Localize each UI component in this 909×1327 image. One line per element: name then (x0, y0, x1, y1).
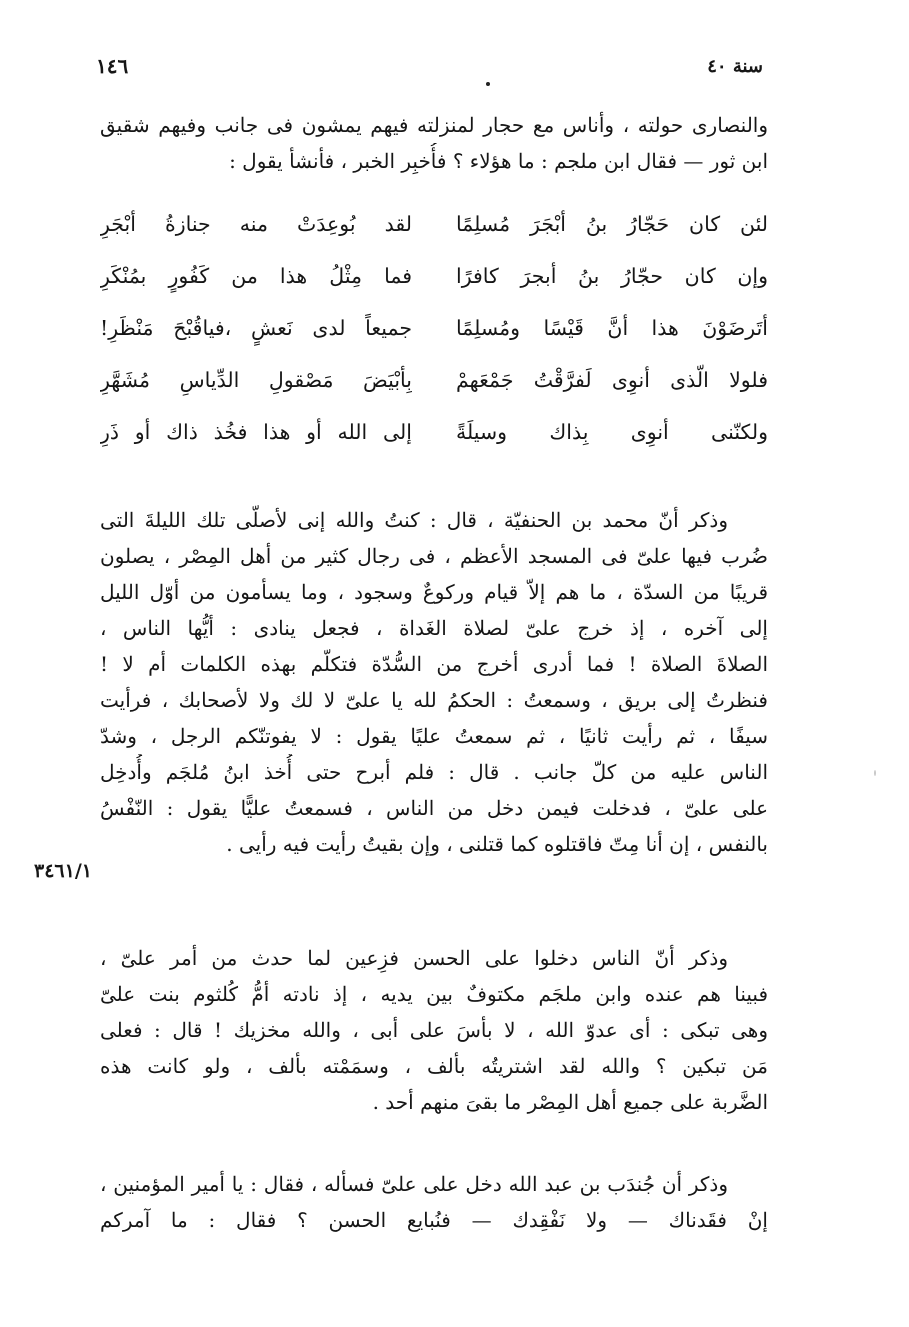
text-line: والنصارى حولته ، وأناس مع حجار لمنزلته فيهم يمشون فى جانب وفيهم شقيق (100, 113, 768, 137)
poem-block (100, 198, 768, 458)
text-line: ابن ثور — فقال ابن ملجم : ما هؤلاء ؟ فأُخبِر الخبر ، فأنشأ يقول : (229, 149, 768, 173)
verse-hemistich-first: لئن كان حَجّارُ بنُ أبْجَرَ مُسلِمًا (456, 212, 768, 236)
text-line: الضَّربة على جميع أهل المِصْر ما بقىَ منهم أحد . (372, 1090, 768, 1114)
margin-reference-number: ٣٤٦١/١ (34, 860, 92, 882)
page-number: ١٤٦ (96, 54, 129, 78)
text-line: بالنفس ، إن أنا مِتّ فاقتلوه كما قتلنى ، وإن بقيتُ رأيت فيه رأيى . (226, 832, 768, 856)
verse-hemistich-second: بِأبْيَضَ مَصْقولِ الدِّياسِ مُشَهَّرِ (100, 368, 412, 392)
text-line: وذكر أن جُندَب بن عبد الله دخل على علىّ فسأله ، فقال : يا أمير المؤمنين ، (100, 1172, 728, 1196)
paragraph-2 (100, 940, 768, 1120)
verse-line (100, 354, 768, 406)
text-line: وهى تبكى : أى عدوّ الله ، لا بأسَ على أبى ، والله مخزيك ! قال : فعلى (100, 1018, 768, 1042)
text-line: ضُرب فيها علىّ فى المسجد الأعظم ، فى رجال كثير من أهل المِصْر ، يصلون (100, 544, 768, 568)
intro-block (100, 107, 768, 179)
paragraph-3 (100, 1166, 768, 1238)
text-line: وذكر أنّ الناس دخلوا على الحسن فزِعين لما حدث من أمر علىّ ، (100, 946, 728, 970)
verse-line (100, 302, 768, 354)
text-line: سيفًا ، ثم رأيت ثانيًا ، ثم سمعتُ عليًا يقول : لا يفوتنّكم الرجل ، وشدّ (100, 724, 768, 748)
scan-speck (874, 770, 876, 776)
verse-line (100, 406, 768, 458)
text-line: مَن تبكين ؟ والله لقد اشتريتُه بألف ، وسمَمْته بألف ، ولو كانت هذه (100, 1054, 768, 1078)
running-header-year: سنة ٤٠ (707, 56, 763, 77)
text-line: وذكر أنّ محمد بن الحنفيّة ، قال : كنتُ والله إنى لأصلّى تلك الليلةَ التى (100, 508, 728, 532)
text-line: فبينا هم عنده وابن ملجَم مكتوفٌ بين يديه ، إذ نادته أمُّ كُلثوم بنت علىّ (100, 982, 768, 1006)
verse-hemistich-first: وإن كان حجّارُ بنُ أبجرَ كافرًا (456, 264, 768, 288)
ink-dot (486, 82, 490, 86)
text-line: إنْ فقَدناك — ولا نَفْقِدك — فنُبايع الحسن ؟ فقال : ما آمركم (100, 1208, 768, 1232)
verse-hemistich-second: إلى الله أو هذا فخُذ ذاك أو ذَرِ (100, 420, 412, 444)
text-line: إلى آخره ، إذ خرج علىّ لصلاة الغَداة ، فجعل ينادى : أيُّها الناس ، (100, 616, 768, 640)
text-line: الناس عليه من كلّ جانب . قال : فلم أبرح حتى أُخذ ابنُ مُلجَم وأُدخِل (100, 760, 768, 784)
verse-hemistich-first: ولكنّنى أنوِى بِذاك وسيلَةً (456, 420, 768, 444)
text-line: قريبًا من السدّة ، ما هم إلاّ قيام وركوعٌ وسجود ، وما يسأمون من أوّل الليل (100, 580, 768, 604)
verse-hemistich-second: جميعاً لدى نَعشٍ ،فياقُبْحَ مَنْظَرِ! (100, 316, 412, 340)
paragraph-1 (100, 502, 768, 862)
verse-hemistich-first: فلولا الّذى أنوِى لَفرَّقْتُ جَمْعَهمْ (456, 368, 768, 392)
verse-line (100, 250, 768, 302)
verse-line (100, 198, 768, 250)
text-line: على علىّ ، فدخلت فيمن دخل من الناس ، فسمعتُ عليًّا يقول : النّفْسُ (100, 796, 768, 820)
verse-hemistich-second: فما مِثْلُ هذا من كَفُورٍ بمُنْكَرِ (100, 264, 412, 288)
text-line: الصلاةَ الصلاة ! فما أدرى أخرج من السُّدّة فتكلّم بهذه الكلمات أم لا ! (100, 652, 768, 676)
text-line: فنظرتُ إلى بريق ، وسمعتُ : الحكمُ لله يا علىّ لا لك ولا لأصحابك ، فرأيت (100, 688, 768, 712)
verse-hemistich-first: أتَرضَوْنَ هذا أنَّ قَيْسًا ومُسلِمًا (456, 316, 768, 340)
verse-hemistich-second: لقد بُوعِدَتْ منه جنازةُ أبْجَرِ (100, 212, 412, 236)
